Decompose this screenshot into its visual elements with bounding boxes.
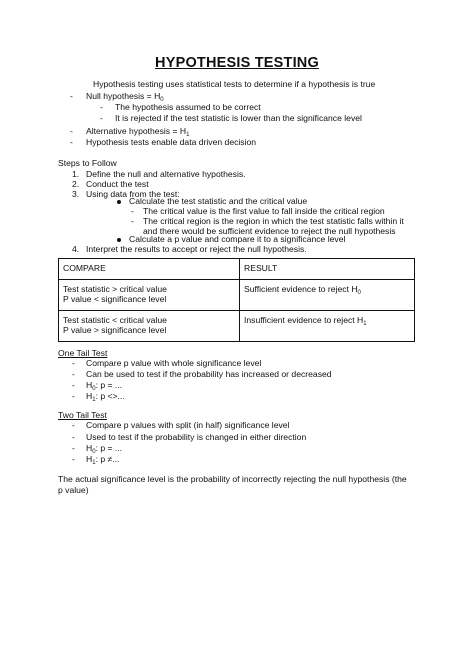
- h-letter: H: [86, 443, 93, 453]
- sub-step-item: Calculate the test statistic and the critical value: [129, 196, 308, 206]
- one-tail-h0: [86, 380, 122, 391]
- one-tail-heading: One Tail Test: [58, 348, 108, 358]
- list-dash: -: [100, 113, 103, 123]
- list-dash: -: [72, 432, 75, 442]
- steps-heading: Steps to Follow: [58, 158, 117, 168]
- step-item: Interpret the results to accept or reject the null hypothesis.: [86, 244, 307, 254]
- step-item: Define the null and alternative hypothesis.: [86, 169, 246, 179]
- two-tail-point: Compare p values with split (in half) significance level: [86, 420, 290, 430]
- list-dash: -: [70, 91, 73, 101]
- step-number: 1.: [72, 169, 80, 179]
- intro-text: Hypothesis testing uses statistical tests to determine if a hypothesis is true: [93, 79, 376, 89]
- two-tail-heading: Two Tail Test: [58, 410, 107, 420]
- list-dash: -: [72, 380, 75, 390]
- table-cell: [240, 310, 415, 341]
- table-header-cell: COMPARE: [59, 259, 240, 280]
- list-dash: -: [70, 126, 73, 136]
- step-number: 3.: [72, 189, 80, 199]
- h-condition: : p <>...: [95, 391, 125, 401]
- list-dash: -: [131, 216, 134, 226]
- closing-text: p value): [58, 485, 89, 495]
- list-dash: -: [72, 443, 75, 453]
- compare-line: Test statistic > critical value: [63, 283, 167, 294]
- null-point: The hypothesis assumed to be correct: [115, 102, 261, 112]
- alternative-hypothesis-label: Alternative hypothesis = H: [86, 126, 187, 136]
- subscript: 1: [363, 320, 367, 327]
- subscript: 0: [92, 449, 96, 455]
- sub-point: The critical value is the first value to fall inside the critical region: [143, 206, 385, 216]
- sub-point: and there would be sufficient evidence to reject the null hypothesis: [143, 226, 396, 236]
- step-number: 2.: [72, 179, 80, 189]
- list-dash: -: [72, 369, 75, 379]
- two-tail-h0: [86, 443, 122, 454]
- one-tail-point: Can be used to test if the probability has increased or decreased: [86, 369, 332, 379]
- h-letter: H: [86, 454, 93, 464]
- one-tail-point: Compare p value with whole significance level: [86, 358, 262, 368]
- h-letter: H: [86, 380, 93, 390]
- sub-point: The critical region is the region in which the test statistic falls within it: [143, 216, 404, 226]
- bullet-dot-icon: [117, 200, 121, 204]
- table-cell: [240, 279, 415, 310]
- result-text: Insufficient evidence to reject H: [244, 314, 364, 325]
- sub-step-item: Calculate a p value and compare it to a significance level: [129, 234, 346, 244]
- step-item: Using data from the test:: [86, 189, 180, 199]
- table-cell: [59, 310, 240, 341]
- two-tail-h1: [86, 454, 119, 465]
- h-condition: : p ≠...: [95, 454, 120, 464]
- list-dash: -: [72, 420, 75, 430]
- subscript: 1: [186, 132, 190, 138]
- compare-line: P value < significance level: [63, 294, 167, 304]
- subscript: 1: [92, 460, 96, 466]
- one-tail-h1: [86, 391, 125, 402]
- subscript: 1: [92, 397, 96, 403]
- compare-line: P value > significance level: [63, 325, 167, 335]
- h-letter: H: [86, 391, 93, 401]
- closing-text: The actual significance level is the probability of incorrectly rejecting the null hypothesis (the: [58, 474, 407, 484]
- h-condition: : p = ...: [95, 443, 123, 453]
- enable-item: Hypothesis tests enable data driven decision: [86, 137, 257, 147]
- list-dash: -: [70, 137, 73, 147]
- subscript: 0: [92, 386, 96, 392]
- bullet-dot-icon: [117, 238, 121, 242]
- table-row: [59, 279, 415, 310]
- list-dash: -: [131, 206, 134, 216]
- list-dash: -: [72, 454, 75, 464]
- null-hypothesis-label: Null hypothesis = H: [86, 91, 161, 101]
- null-hypothesis-item: [86, 91, 164, 102]
- step-number: 4.: [72, 244, 80, 254]
- table-header-cell: RESULT: [240, 259, 415, 280]
- h-condition: : p = ...: [95, 380, 123, 390]
- result-text: Sufficient evidence to reject H: [244, 283, 358, 294]
- comparison-table: [58, 258, 415, 342]
- list-dash: -: [100, 102, 103, 112]
- list-dash: -: [72, 391, 75, 401]
- alternative-hypothesis-item: [86, 126, 189, 137]
- table-row: [59, 310, 415, 341]
- compare-line: Test statistic < critical value: [63, 314, 167, 325]
- subscript: 0: [357, 289, 361, 296]
- list-dash: -: [72, 358, 75, 368]
- step-item: Conduct the test: [86, 179, 149, 189]
- subscript: 0: [160, 97, 164, 103]
- null-point: It is rejected if the test statistic is lower than the significance level: [115, 113, 362, 123]
- table-cell: [59, 279, 240, 310]
- page-title: HYPOTHESIS TESTING: [155, 55, 319, 71]
- two-tail-point: Used to test if the probability is changed in either direction: [86, 432, 307, 442]
- table-header-row: [59, 259, 415, 280]
